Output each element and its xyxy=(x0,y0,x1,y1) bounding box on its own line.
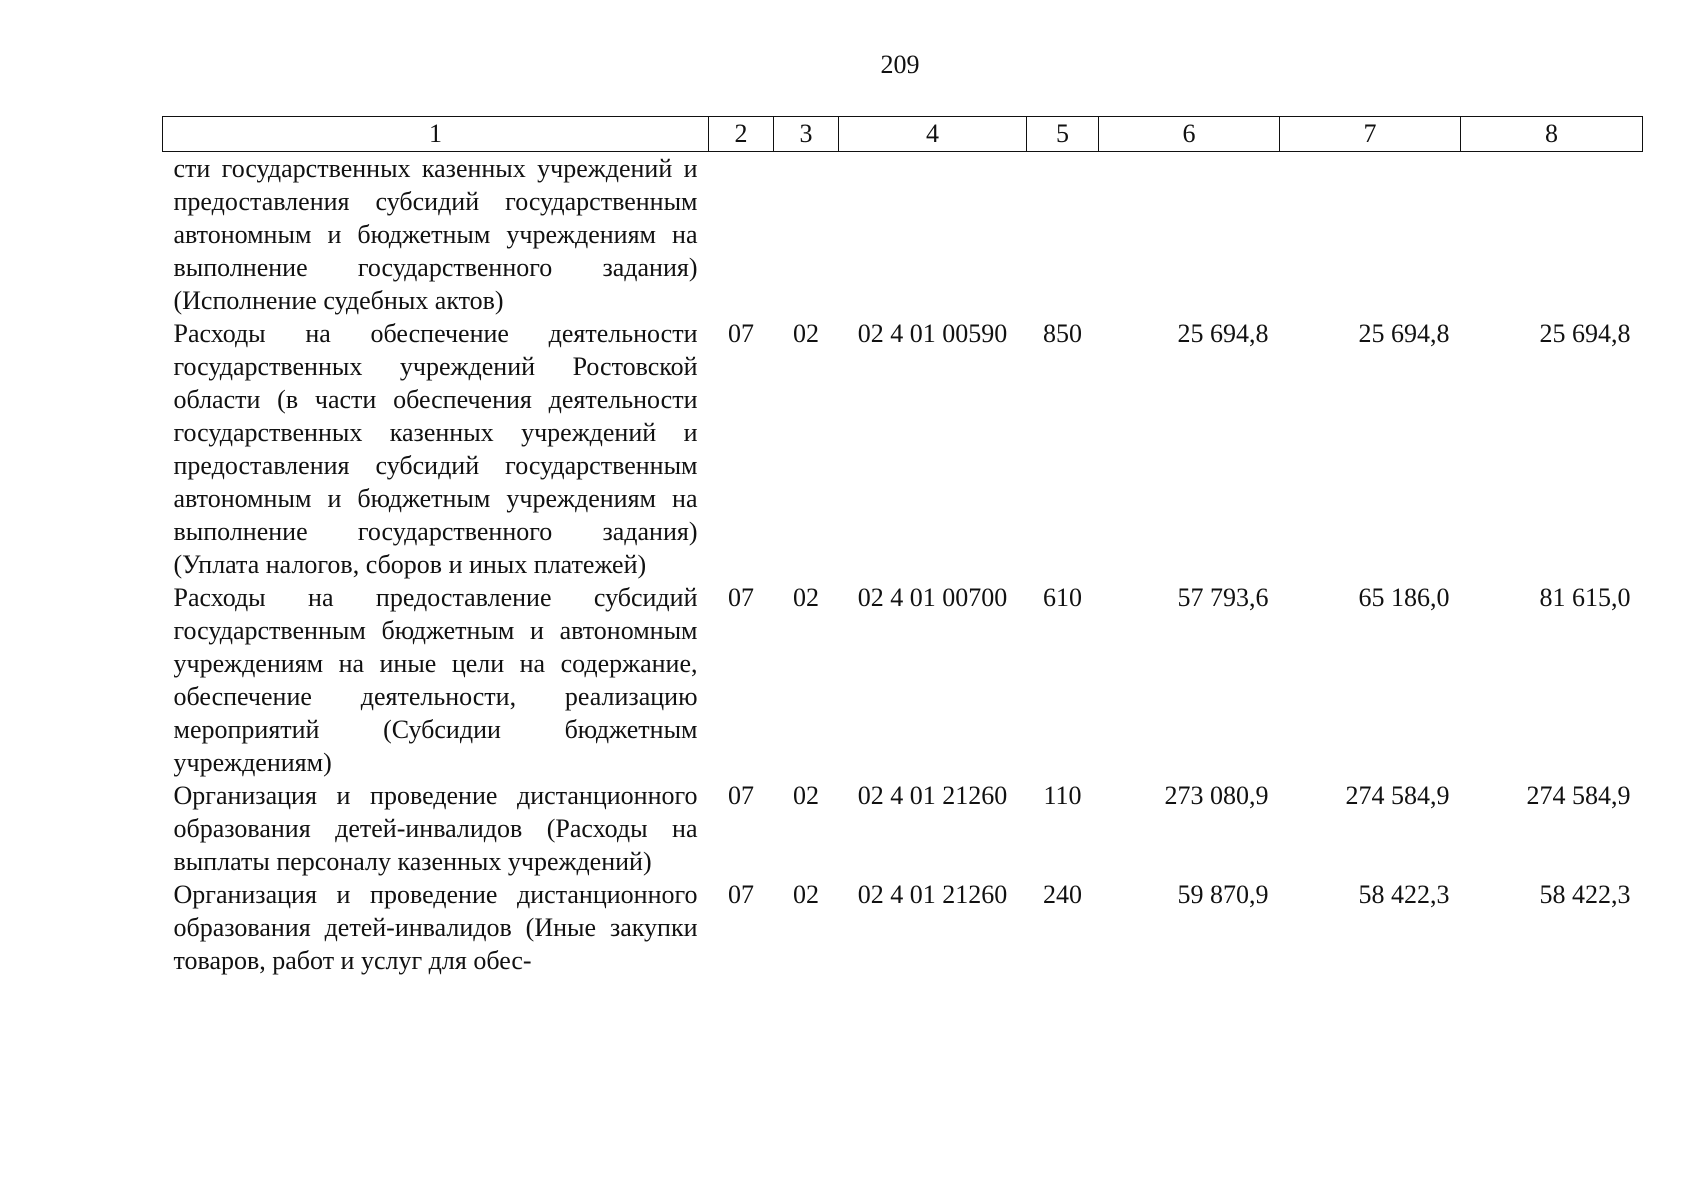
header-cell-1: 1 xyxy=(163,117,709,152)
row-amount-col8: 25 694,8 xyxy=(1539,319,1631,348)
header-row xyxy=(163,117,1643,152)
row-amount-col8: 274 584,9 xyxy=(1526,781,1631,810)
row-description: сти государственных казенных учреждений и предоставления субсидий государственным автономным и бюджетным учреждениям на выполнение государственного задания) (Исполнение судебных актов) xyxy=(173,154,698,315)
row-subsection-code: 02 xyxy=(793,319,819,348)
header-cell-5: 5 xyxy=(1027,117,1099,152)
row-amount-col7: 65 186,0 xyxy=(1358,583,1450,612)
row-amount-col6 xyxy=(1099,152,1280,318)
row-section-code: 07 xyxy=(728,781,754,810)
table-body xyxy=(163,152,1643,978)
header-cell-2: 2 xyxy=(709,117,774,152)
row-amount-col6: 273 080,9 xyxy=(1164,781,1269,810)
row-expense-type: 240 xyxy=(1043,880,1082,909)
row-section-code: 07 xyxy=(728,319,754,348)
row-section-code xyxy=(709,152,774,318)
row-target-code: 02 4 01 21260 xyxy=(857,880,1008,909)
row-section-code: 07 xyxy=(728,583,754,612)
row-subsection-code: 02 xyxy=(793,781,819,810)
row-target-code: 02 4 01 21260 xyxy=(857,781,1008,810)
table-row xyxy=(163,779,1643,878)
row-target-code xyxy=(839,152,1027,318)
header-cell-3: 3 xyxy=(774,117,839,152)
table-row xyxy=(163,878,1643,977)
row-subsection-code: 02 xyxy=(793,583,819,612)
row-subsection-code: 02 xyxy=(793,880,819,909)
row-description: Организация и проведение дистанционного образования детей-инвалидов (Иные закупки товаров, работ и услуг для обес- xyxy=(173,880,698,975)
row-description: Расходы на обеспечение деятельности государственных учреждений Ростовской области (в части обеспечения деятельности государственных казенных учреждений и предоставления субсидий государственным автономным и бюджетным учреждениям на выполнение государственного задания) (Уплата налогов, сборов и иных платежей) xyxy=(173,319,698,579)
row-expense-type xyxy=(1027,152,1099,318)
row-target-code: 02 4 01 00590 xyxy=(857,319,1008,348)
header-cell-7: 7 xyxy=(1280,117,1461,152)
row-subsection-code xyxy=(774,152,839,318)
table-row xyxy=(163,152,1643,318)
row-amount-col7: 58 422,3 xyxy=(1358,880,1450,909)
row-expense-type: 850 xyxy=(1043,319,1082,348)
budget-table xyxy=(162,116,1643,977)
row-amount-col8 xyxy=(1461,152,1643,318)
header-cell-4: 4 xyxy=(839,117,1027,152)
row-amount-col8: 81 615,0 xyxy=(1539,583,1631,612)
table-header xyxy=(163,117,1643,152)
row-description: Расходы на предоставление субсидий государственным бюджетным и автономным учреждениям на иные цели на содержание, обеспечение деятельности, реализацию мероприятий (Субсидии бюджетным учреждениям) xyxy=(173,583,698,777)
row-expense-type: 110 xyxy=(1043,781,1082,810)
table-row xyxy=(163,317,1643,581)
row-amount-col7: 25 694,8 xyxy=(1358,319,1450,348)
table-row xyxy=(163,581,1643,779)
header-cell-6: 6 xyxy=(1099,117,1280,152)
header-cell-8: 8 xyxy=(1461,117,1643,152)
row-amount-col8: 58 422,3 xyxy=(1539,880,1631,909)
row-amount-col6: 59 870,9 xyxy=(1177,880,1269,909)
row-amount-col6: 57 793,6 xyxy=(1177,583,1269,612)
row-amount-col7 xyxy=(1280,152,1461,318)
page-number: 209 xyxy=(880,50,920,79)
row-description: Организация и проведение дистанционного образования детей-инвалидов (Расходы на выплаты персоналу казенных учреждений) xyxy=(173,781,698,876)
row-target-code: 02 4 01 00700 xyxy=(857,583,1008,612)
row-amount-col6: 25 694,8 xyxy=(1177,319,1269,348)
row-amount-col7: 274 584,9 xyxy=(1345,781,1450,810)
row-section-code: 07 xyxy=(728,880,754,909)
row-expense-type: 610 xyxy=(1043,583,1082,612)
